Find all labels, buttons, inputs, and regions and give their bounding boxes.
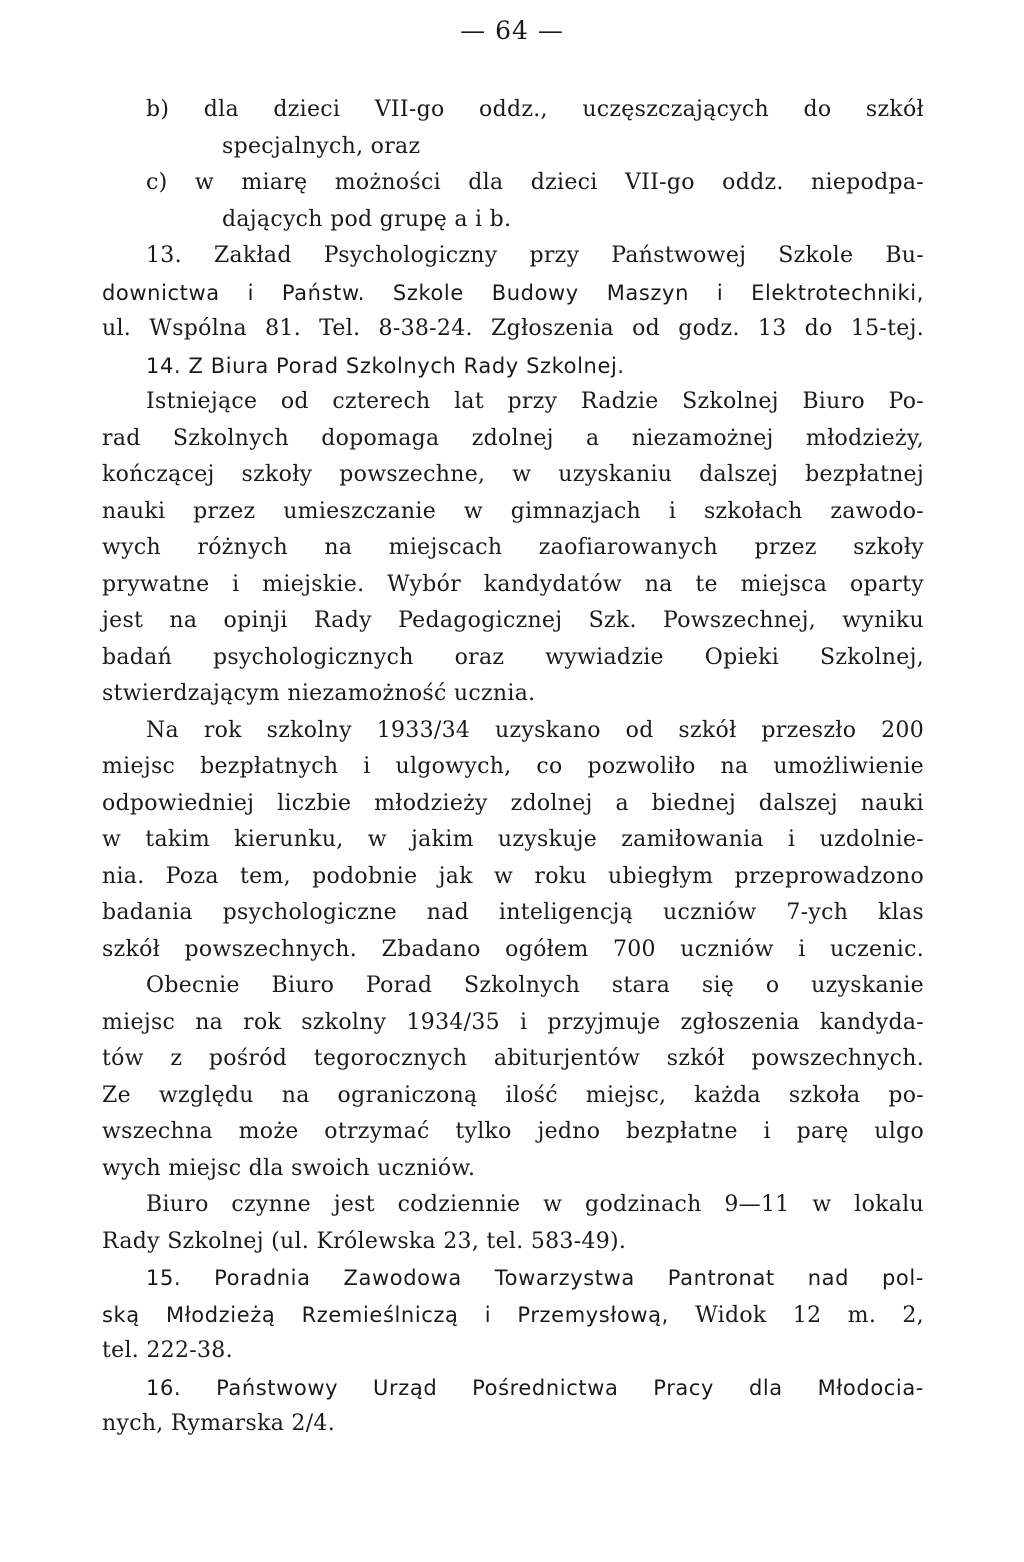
item-14-p2-line: Na rok szkolny 1933/34 uzyskano od szkół przeszło 200	[146, 717, 924, 743]
item-15-org-name: ską Młodzieżą Rzemieślniczą i Przemysłową,	[102, 1302, 669, 1327]
item-b-line-1: b) dla dzieci VII-go oddz., uczęszczających do szkół	[146, 97, 924, 122]
item-14-p1-line: stwierdzającym niezamożność ucznia.	[102, 681, 536, 706]
item-14-heading: 14. Z Biura Porad Szkolnych Rady Szkolnej.	[146, 353, 625, 378]
item-13-line-3: ul. Wspólna 81. Tel. 8-38-24. Zgłoszenia od godz. 13 do 15-tej.	[102, 316, 924, 341]
item-b-line-2: specjalnych, oraz	[222, 133, 421, 159]
item-14-p1-line: badań psychologicznych oraz wywiadzie Opieki Szkolnej,	[102, 644, 924, 670]
item-14-p3-line: wych miejsc dla swoich uczniów.	[102, 1155, 476, 1181]
item-14-p1-line: wych różnych na miejscach zaofiarowanych przez szkoły	[102, 535, 924, 560]
item-15-address: Widok 12 m. 2,	[695, 1302, 924, 1328]
item-15-line-1: 15. Poradnia Zawodowa Towarzystwa Pantronat nad pol-	[146, 1266, 924, 1290]
item-14-p3-line: Ze względu na ograniczoną ilość miejsc, każda szkoła po-	[102, 1082, 924, 1108]
item-14-p3-line: miejsc na rok szkolny 1934/35 i przyjmuje zgłoszenia kandyda-	[102, 1009, 924, 1035]
item-14-p2-line: szkół powszechnych. Zbadano ogółem 700 uczniów i uczenic.	[102, 936, 924, 962]
item-15-line-3: tel. 222-38.	[102, 1338, 233, 1363]
item-14-p1-line: Istniejące od czterech lat przy Radzie Szkolnej Biuro Po-	[146, 389, 924, 414]
item-14-p1-line: prywatne i miejskie. Wybór kandydatów na te miejsca oparty	[102, 571, 924, 597]
item-14-p1-line: rad Szkolnych dopomaga zdolnej a niezamożnej młodzieży,	[102, 425, 924, 451]
item-14-p1-line: jest na opinji Rady Pedagogicznej Szk. Powszechnej, wyniku	[102, 608, 924, 633]
item-c-line-2: dających pod grupę a i b.	[222, 206, 512, 232]
item-16-line-1: 16. Państwowy Urząd Pośrednictwa Pracy dla Młodocia-	[146, 1375, 924, 1400]
item-14-p1-line: nauki przez umieszczanie w gimnazjach i szkołach zawodo-	[102, 498, 924, 524]
item-15-line-2	[102, 1297, 924, 1334]
item-13-line-1	[102, 238, 924, 275]
item-16-line-2: nych, Rymarska 2/4.	[102, 1411, 336, 1436]
item-14-p2-line: nia. Poza tem, podobnie jak w roku ubiegłym przeprowadzono	[102, 863, 924, 889]
item-14-p4-line: Biuro czynne jest codziennie w godzinach 9—11 w lokalu	[146, 1192, 924, 1217]
item-14-p3-line: wszechna może otrzymać tylko jedno bezpłatne i parę ulgo	[102, 1119, 924, 1144]
item-14-p2-line: badania psychologiczne nad inteligencją uczniów 7-ych klas	[102, 900, 924, 925]
page-number: — 64 —	[460, 16, 564, 45]
item-c-line-1: c) w miarę możności dla dzieci VII-go oddz. niepodpa-	[146, 170, 924, 195]
item-13-line-2: downictwa i Państw. Szkole Budowy Maszyn i Elektrotechniki,	[102, 280, 924, 305]
page-content	[102, 92, 924, 1443]
item-14-p3-line: tów z pośród tegorocznych abiturjentów szkół powszechnych.	[102, 1046, 924, 1071]
item-14-p2-line: w takim kierunku, w jakim uzyskuje zamiłowania i uzdolnie-	[102, 827, 924, 852]
item-14-p2-line: odpowiedniej liczbie młodzieży zdolnej a biednej dalszej nauki	[102, 790, 924, 816]
item-14-p2-line: miejsc bezpłatnych i ulgowych, co pozwoliło na umożliwienie	[102, 754, 924, 779]
item-13-heading: 13. Zakład Psychologiczny przy Państwowej Szkole Bu-	[146, 243, 924, 268]
item-14-p1-line: kończącej szkoły powszechne, w uzyskaniu dalszej bezpłatnej	[102, 462, 924, 487]
item-14-p3-line: Obecnie Biuro Porad Szkolnych stara się o uzyskanie	[146, 973, 924, 998]
item-14-p4-line: Rady Szkolnej (ul. Królewska 23, tel. 583-49).	[102, 1228, 627, 1254]
